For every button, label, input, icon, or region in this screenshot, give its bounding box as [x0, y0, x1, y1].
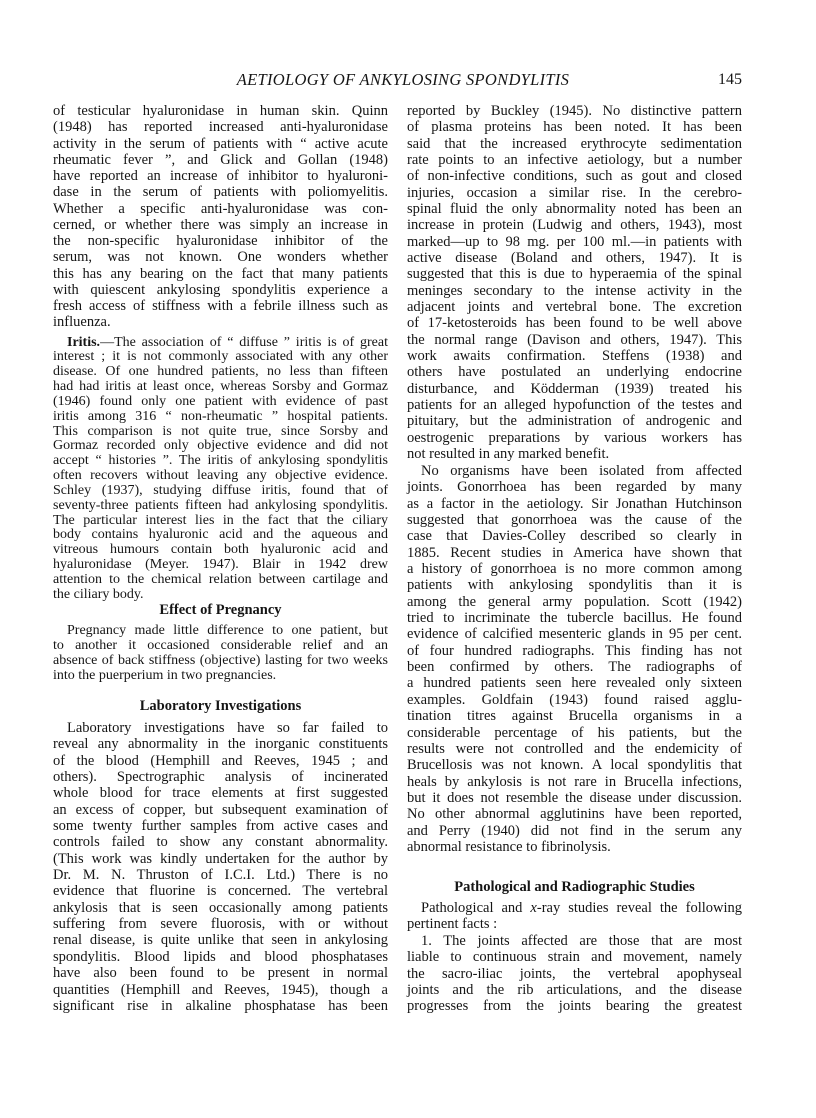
text-line: marked—up to 98 mg. per 100 ml.—in patients with [407, 233, 742, 250]
text-line: active disease (Boland and others, 1947). It is [407, 249, 742, 266]
text-line: heals by ankylosis is not rare in Brucella infections, [407, 773, 742, 790]
text-line: abnormal resistance to fibrinolysis. [407, 838, 611, 855]
section-heading-effect-of-pregnancy: Effect of Pregnancy [159, 602, 282, 618]
text-line: renal disease, is quite unlike that seen in ankylosing [53, 932, 388, 949]
text-line: joints. Gonorrhoea has been regarded by many [407, 479, 742, 496]
text-line: Dr. M. N. Thruston of I.C.I. Ltd.) There is no [53, 867, 388, 884]
text-line: a history of gonorrhoea is no more common among [407, 561, 742, 578]
text-line: increase in protein (Ludwig and others, 1943), most [407, 217, 742, 234]
section-heading-laboratory-investigations: Laboratory Investigations [139, 698, 302, 714]
text-line: controls failed to show any constant abnormality. [53, 834, 388, 851]
text-line: spondylitis. Blood lipids and blood phosphatases [53, 948, 388, 965]
text-line: pituitary, but the administration of androgenic and [407, 413, 742, 430]
text-line: often recovers without leaving any objective evidence. [53, 468, 388, 484]
text-line: whole blood for trace elements at first suggested [53, 785, 388, 802]
text-line: vitreous humours contain both hyaluronic acid and [53, 542, 388, 558]
text-line: activity in the serum of patients with “ active acute [53, 135, 388, 152]
text-run: Pathological and [421, 900, 531, 916]
text-line: pertinent facts : [407, 916, 498, 933]
text-line: some twenty further samples from active cases and [53, 818, 388, 835]
paragraph-laboratory [53, 720, 388, 1014]
text-line: Schley (1937), studying diffuse iritis, found that of [53, 482, 388, 498]
text-line: Brucellosis was not known. A local spondylitis that [407, 757, 742, 774]
text-line: Gormaz recorded only objective evidence and did not [53, 438, 388, 454]
text-line: the normal range (Davison and others, 1947). This [407, 331, 742, 348]
text-line: a hundred patients seen here revealed only sixteen [407, 675, 742, 692]
text-line [53, 336, 388, 351]
text-line: iritis among 316 “ non-rheumatic ” hospital patients. [53, 408, 388, 424]
text-line: 1. The joints affected are those that are most [421, 933, 742, 949]
text-line: of testicular hyaluronidase in human skin. Quinn [53, 103, 388, 119]
text-line: cerned, or whether there was simply an increase in [53, 216, 388, 233]
text-line: said that the increased erythrocyte sedimentation [407, 135, 742, 152]
text-line: liable to continuous strain and movement, namely [407, 949, 742, 966]
run-in-heading: Iritis. [67, 334, 101, 350]
paragraph-hyaluronidase [53, 103, 388, 331]
text-line: seventy-three patients fifteen had ankylosing spondylitis. [53, 497, 388, 513]
text-line: of non-infective conditions, such as gout and closed [407, 168, 742, 185]
text-line: not resulted in any marked benefit. [407, 445, 610, 462]
text-line: of plasma proteins has been noted. It has been [407, 119, 742, 136]
paragraph-pathological-intro [407, 900, 742, 933]
text-line: an excess of copper, but subsequent examination of [53, 801, 388, 818]
text-line: absence of back stiffness (objective) lasting for two weeks [53, 652, 388, 668]
text-line: joints and the rib articulations, and the disease [407, 981, 742, 998]
text-line: influenza. [53, 314, 111, 331]
paragraph-pregnancy [53, 623, 388, 683]
text-line: (1948) has reported increased anti-hyaluronidase [53, 119, 388, 136]
text-line: have reported an increase of inhibitor to hyaluroni- [53, 168, 388, 184]
text-line: had had iritis at least once, whereas Sorsby and Gormaz [53, 379, 388, 395]
running-header-title: AETIOLOGY OF ANKYLOSING SPONDYLITIS [236, 70, 570, 89]
text-line: suggested that this is due to hyperaemia of the spinal [407, 266, 742, 283]
text-line: tination titres against Brucella organisms in a [407, 708, 742, 725]
italic-text: x [530, 900, 537, 916]
text-line: patients for an alleged hypofunction of the testes and [407, 396, 742, 413]
text-line: among the general army population. Scott (1942) [407, 593, 742, 610]
text-line: ankylosis that is seen occasionally among patients [53, 899, 388, 916]
text-line: oestrogenic preparations by various workers has [407, 429, 742, 446]
paragraph-organisms [407, 463, 742, 855]
text-line: tried to incriminate the tubercle bacillus. He found [407, 610, 742, 627]
text-line: of 17-ketosteroids has been found to be well above [407, 315, 742, 332]
text-line: accept “ histories ”. The iritis of ankylosing spondylitis [53, 453, 388, 469]
text-line: significant rise in alkaline phosphatase has been [53, 997, 388, 1014]
text-line: examples. Goldfain (1943) found raised agglu- [407, 691, 742, 708]
text-line: evidence that fluorine is concerned. The vertebral [53, 883, 388, 900]
text-line: No other abnormal agglutinins have been reported, [407, 806, 742, 823]
text-line: been confirmed by others. The radiographs of [407, 659, 742, 676]
text-line: Pregnancy made little difference to one patient, but [67, 622, 388, 638]
text-line: to another it occasioned considerable relief and an [53, 637, 388, 653]
text-line: patients with ankylosing spondylitis than it is [407, 577, 742, 594]
text-line: interest ; it is not commonly associated with any other [53, 349, 388, 365]
text-line: injuries, occasion a similar rise. In the cerebro- [407, 184, 742, 201]
text-line: the non-specific hyaluronidase inhibitor of the [53, 233, 388, 249]
text-line: case that Davies-Colley described so clearly in [407, 528, 742, 545]
section-heading-pathological-radiographic: Pathological and Radiographic Studies [454, 879, 695, 895]
text-line: (This work was kindly undertaken for the author by [53, 850, 388, 867]
text-line: disease. Of one hundred patients, no less than fifteen [53, 364, 388, 380]
text-line: rheumatic fever ”, and Glick and Gollan (1948) [53, 151, 388, 168]
text-line: into the puerperium in two pregnancies. [53, 667, 277, 683]
text-line: progresses from the joints bearing the greatest [407, 998, 742, 1014]
text-line: as a factor in the aetiology. Sir Jonathan Hutchinson [407, 495, 742, 512]
text-line: rate points to an infective aetiology, but a number [407, 151, 742, 168]
text-line: (1946) found only one patient with evidence of past [53, 393, 388, 409]
text-line: body contains hyaluronic acid and the aqueous and [53, 527, 388, 543]
text-line: work awaits confirmation. Steffens (1938) and [407, 347, 742, 364]
text-line: evidence of calcified mesenteric glands in 95 per cent. [407, 626, 742, 643]
text-line: No organisms have been isolated from affected [421, 463, 742, 479]
text-line: adjacent joints and vertebral bone. The excretion [407, 298, 742, 315]
text-line: hyaluronidase (Meyer. 1947). Blair in 1942 drew [53, 557, 388, 573]
text-line: have also been found to be present in normal [53, 965, 388, 982]
text-run: —The association of “ diffuse ” iritis is of great [100, 334, 388, 350]
text-line: fresh access of stiffness with a febrile illness such as [53, 298, 388, 314]
list-item-1-joints-affected [407, 933, 742, 1014]
text-line: Laboratory investigations have so far failed to [67, 720, 388, 736]
text-line: reported by Buckley (1945). No distinctive pattern [407, 103, 742, 119]
text-line: attention to the chemical relation between cartilage and [53, 572, 388, 587]
text-line: with quiescent ankylosing spondylitis experience a [53, 281, 388, 298]
text-line: serum, was not known. One wonders whether [53, 249, 388, 266]
text-line: suggested that gonorrhoea was the cause of the [407, 512, 742, 529]
paragraph-iritis [53, 336, 388, 603]
text-line: but it does not resemble the disease under discussion. [407, 789, 742, 806]
text-line: others have postulated an underlying endocrine [407, 364, 742, 381]
page-number: 145 [718, 71, 742, 88]
text-line: The particular interest lies in the fact that the ciliary [53, 512, 388, 528]
text-line: and Perry (1940) did not find in the serum any [407, 822, 742, 839]
text-line: disturbance, and Ködderman (1939) treated his [407, 380, 742, 397]
text-run: -ray studies reveal the following [536, 900, 742, 916]
text-line: dase in the serum of patients with poliomyelitis. [53, 184, 388, 201]
text-line: 1885. Recent studies in America have shown that [407, 544, 742, 561]
text-line [407, 900, 742, 916]
text-line: the ciliary body. [53, 586, 144, 602]
text-line: of the blood (Hemphill and Reeves, 1945 ; and [53, 752, 388, 769]
text-line: results were not controlled and the endemicity of [407, 740, 742, 757]
text-line: others). Spectrographic analysis of incinerated [53, 769, 388, 786]
text-line: spinal fluid the only abnormality noted has been an [407, 200, 742, 217]
text-line: considerable percentage of his patients, but the [407, 724, 742, 741]
text-line: quantities (Hemphill and Reeves, 1945), though a [53, 981, 388, 998]
text-line: of four hundred radiographs. This finding has not [407, 642, 742, 659]
text-line: This comparison is not quite true, since Sorsby and [53, 423, 388, 439]
text-line: this has any bearing on the fact that many patients [53, 265, 388, 282]
text-line: reveal any abnormality in the inorganic constituents [53, 736, 388, 753]
text-line: Whether a specific anti-hyaluronidase was con- [53, 200, 388, 217]
text-line: suffering from severe fluorosis, with or without [53, 916, 388, 933]
paragraph-plasma-proteins [407, 103, 742, 462]
text-line: the sacro-iliac joints, the vertebral apophyseal [407, 965, 742, 982]
text-line: meninges secondary to the intense activity in the [407, 282, 742, 299]
